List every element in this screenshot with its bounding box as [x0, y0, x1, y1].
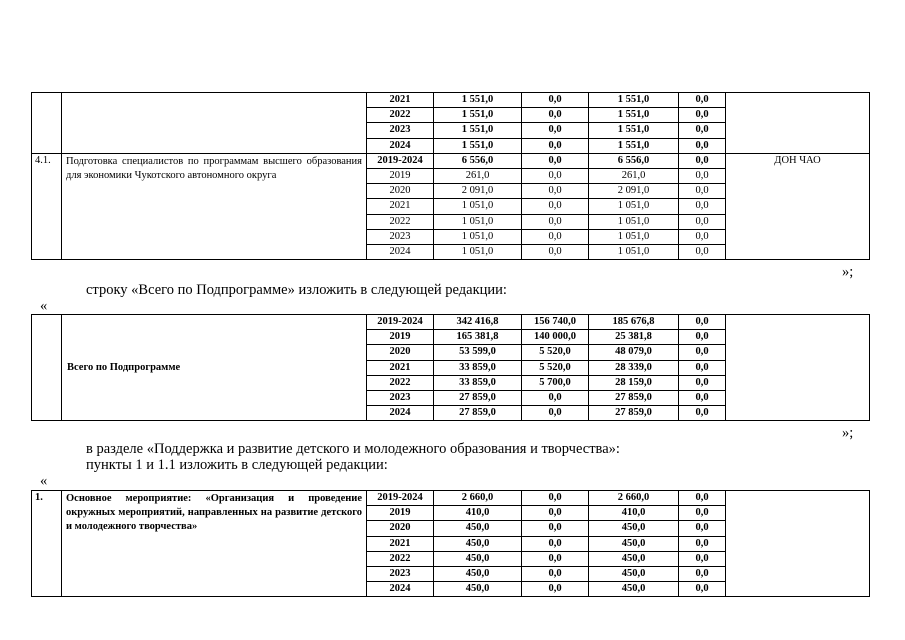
federal-cell: 0,0 [522, 184, 589, 199]
total-cell: 33 859,0 [434, 375, 522, 390]
local-cell: 0,0 [679, 199, 726, 214]
responsible-cell [726, 491, 870, 597]
total-cell: 342 416,8 [434, 315, 522, 330]
regional-cell: 1 051,0 [589, 199, 679, 214]
total-cell: 410,0 [434, 506, 522, 521]
regional-cell: 1 551,0 [589, 138, 679, 153]
total-cell: 1 551,0 [434, 138, 522, 153]
local-cell: 0,0 [679, 375, 726, 390]
federal-cell: 0,0 [522, 123, 589, 138]
total-cell: 1 551,0 [434, 123, 522, 138]
federal-cell: 0,0 [522, 391, 589, 406]
table-row [32, 315, 870, 330]
year-cell: 2023 [367, 229, 434, 244]
federal-cell: 5 700,0 [522, 375, 589, 390]
federal-cell: 0,0 [522, 506, 589, 521]
regional-cell: 1 051,0 [589, 229, 679, 244]
total-cell: 450,0 [434, 567, 522, 582]
federal-cell: 0,0 [522, 153, 589, 168]
regional-cell: 1 551,0 [589, 93, 679, 108]
year-cell: 2020 [367, 184, 434, 199]
year-cell: 2021 [367, 199, 434, 214]
regional-cell: 6 556,0 [589, 153, 679, 168]
local-cell: 0,0 [679, 521, 726, 536]
federal-cell: 0,0 [522, 199, 589, 214]
local-cell: 0,0 [679, 345, 726, 360]
total-label-cell: Всего по Подпрограмме [62, 315, 367, 421]
total-cell: 53 599,0 [434, 345, 522, 360]
responsible-cell [726, 93, 870, 154]
regional-cell: 450,0 [589, 521, 679, 536]
table-row [32, 93, 870, 108]
year-cell: 2019 [367, 330, 434, 345]
year-cell: 2020 [367, 521, 434, 536]
local-cell: 0,0 [679, 360, 726, 375]
total-cell: 1 051,0 [434, 199, 522, 214]
regional-cell: 410,0 [589, 506, 679, 521]
federal-cell: 0,0 [522, 551, 589, 566]
local-cell: 0,0 [679, 153, 726, 168]
local-cell: 0,0 [679, 184, 726, 199]
total-cell: 1 051,0 [434, 229, 522, 244]
federal-cell: 0,0 [522, 567, 589, 582]
local-cell: 0,0 [679, 506, 726, 521]
year-cell: 2022 [367, 375, 434, 390]
total-cell: 165 381,8 [434, 330, 522, 345]
total-cell: 1 051,0 [434, 245, 522, 260]
federal-cell: 0,0 [522, 491, 589, 506]
total-cell: 33 859,0 [434, 360, 522, 375]
federal-cell: 0,0 [522, 214, 589, 229]
table-row [32, 153, 870, 168]
local-cell: 0,0 [679, 123, 726, 138]
subprogram-total-table [31, 314, 870, 421]
table-row [32, 491, 870, 506]
federal-cell: 0,0 [522, 406, 589, 421]
opening-quote: « [40, 473, 48, 489]
description-cell: Основное мероприятие: «Организация и проведение окружных мероприятий, направленных на развитие детского и молодежного творчества» [62, 491, 367, 597]
year-cell: 2020 [367, 345, 434, 360]
regional-cell: 28 159,0 [589, 375, 679, 390]
total-cell: 1 051,0 [434, 214, 522, 229]
index-cell: 4.1. [32, 153, 62, 259]
total-cell: 6 556,0 [434, 153, 522, 168]
federal-cell: 5 520,0 [522, 360, 589, 375]
index-cell [32, 93, 62, 154]
local-cell: 0,0 [679, 330, 726, 345]
total-cell: 450,0 [434, 582, 522, 597]
federal-cell: 0,0 [522, 245, 589, 260]
funding-table-continuation [31, 92, 870, 260]
index-cell [32, 315, 62, 421]
regional-cell: 28 339,0 [589, 360, 679, 375]
total-cell: 1 551,0 [434, 108, 522, 123]
closing-quote: »; [842, 425, 854, 441]
local-cell: 0,0 [679, 491, 726, 506]
index-cell: 1. [32, 491, 62, 597]
regional-cell: 2 091,0 [589, 184, 679, 199]
regional-cell: 450,0 [589, 567, 679, 582]
description-cell: Подготовка специалистов по программам высшего образования для экономики Чукотского автономного округа [62, 153, 367, 259]
responsible-cell [726, 315, 870, 421]
federal-cell: 0,0 [522, 582, 589, 597]
local-cell: 0,0 [679, 391, 726, 406]
federal-cell: 5 520,0 [522, 345, 589, 360]
year-cell: 2022 [367, 214, 434, 229]
year-cell: 2019-2024 [367, 153, 434, 168]
closing-quote: »; [842, 264, 854, 280]
regional-cell: 450,0 [589, 582, 679, 597]
local-cell: 0,0 [679, 567, 726, 582]
total-cell: 2 660,0 [434, 491, 522, 506]
year-cell: 2022 [367, 108, 434, 123]
local-cell: 0,0 [679, 138, 726, 153]
local-cell: 0,0 [679, 108, 726, 123]
local-cell: 0,0 [679, 169, 726, 184]
local-cell: 0,0 [679, 315, 726, 330]
regional-cell: 1 051,0 [589, 214, 679, 229]
regional-cell: 261,0 [589, 169, 679, 184]
year-cell: 2024 [367, 582, 434, 597]
year-cell: 2023 [367, 123, 434, 138]
regional-cell: 1 551,0 [589, 108, 679, 123]
total-cell: 450,0 [434, 551, 522, 566]
federal-cell: 156 740,0 [522, 315, 589, 330]
year-cell: 2021 [367, 360, 434, 375]
year-cell: 2019-2024 [367, 315, 434, 330]
year-cell: 2024 [367, 138, 434, 153]
year-cell: 2021 [367, 536, 434, 551]
federal-cell: 0,0 [522, 521, 589, 536]
total-cell: 27 859,0 [434, 391, 522, 406]
regional-cell: 27 859,0 [589, 406, 679, 421]
instruction-paragraph: пункты 1 и 1.1 изложить в следующей редакции: [86, 457, 388, 473]
federal-cell: 0,0 [522, 536, 589, 551]
local-cell: 0,0 [679, 245, 726, 260]
local-cell: 0,0 [679, 536, 726, 551]
year-cell: 2024 [367, 245, 434, 260]
total-cell: 2 091,0 [434, 184, 522, 199]
local-cell: 0,0 [679, 93, 726, 108]
local-cell: 0,0 [679, 229, 726, 244]
regional-cell: 25 381,8 [589, 330, 679, 345]
year-cell: 2023 [367, 567, 434, 582]
regional-cell: 1 051,0 [589, 245, 679, 260]
instruction-paragraph: в разделе «Поддержка и развитие детского и молодежного образования и творчества»: [86, 441, 620, 457]
description-cell [62, 93, 367, 154]
local-cell: 0,0 [679, 406, 726, 421]
year-cell: 2022 [367, 551, 434, 566]
year-cell: 2019 [367, 506, 434, 521]
federal-cell: 0,0 [522, 169, 589, 184]
regional-cell: 185 676,8 [589, 315, 679, 330]
federal-cell: 0,0 [522, 138, 589, 153]
federal-cell: 0,0 [522, 108, 589, 123]
total-cell: 450,0 [434, 536, 522, 551]
year-cell: 2021 [367, 93, 434, 108]
year-cell: 2019 [367, 169, 434, 184]
year-cell: 2019-2024 [367, 491, 434, 506]
total-cell: 261,0 [434, 169, 522, 184]
total-cell: 27 859,0 [434, 406, 522, 421]
year-cell: 2023 [367, 391, 434, 406]
year-cell: 2024 [367, 406, 434, 421]
regional-cell: 27 859,0 [589, 391, 679, 406]
regional-cell: 1 551,0 [589, 123, 679, 138]
instruction-paragraph: строку «Всего по Подпрограмме» изложить в следующей редакции: [86, 282, 507, 298]
total-cell: 450,0 [434, 521, 522, 536]
opening-quote: « [40, 298, 48, 314]
main-activity-table [31, 490, 870, 597]
federal-cell: 0,0 [522, 229, 589, 244]
local-cell: 0,0 [679, 214, 726, 229]
regional-cell: 48 079,0 [589, 345, 679, 360]
federal-cell: 140 000,0 [522, 330, 589, 345]
local-cell: 0,0 [679, 551, 726, 566]
regional-cell: 450,0 [589, 536, 679, 551]
local-cell: 0,0 [679, 582, 726, 597]
federal-cell: 0,0 [522, 93, 589, 108]
total-cell: 1 551,0 [434, 93, 522, 108]
regional-cell: 450,0 [589, 551, 679, 566]
responsible-cell: ДОН ЧАО [726, 153, 870, 259]
regional-cell: 2 660,0 [589, 491, 679, 506]
